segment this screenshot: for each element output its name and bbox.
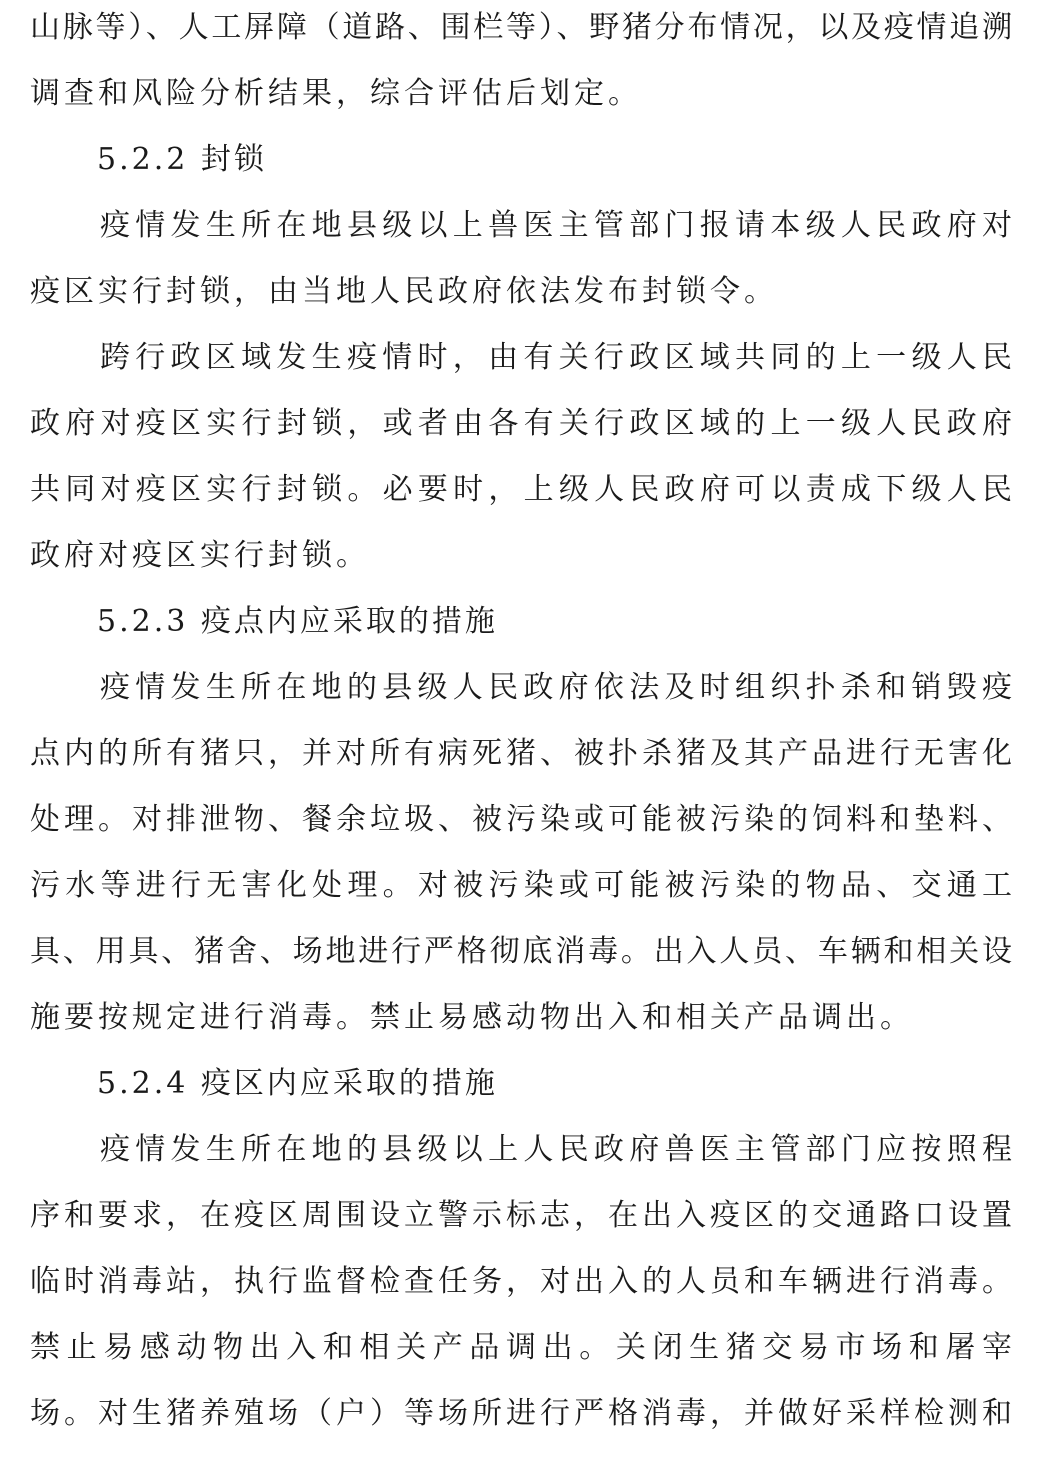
- paragraph-line: 疫情发生所在地的县级人民政府依法及时组织扑杀和销毁疫: [100, 670, 1012, 705]
- paragraph-line: 疫情发生所在地的县级以上人民政府兽医主管部门应按照程: [100, 1132, 1012, 1167]
- paragraph-line: 共同对疫区实行封锁。必要时，上级人民政府可以责成下级人民: [30, 472, 1012, 507]
- section-heading-5-2-2: 5.2.2 封锁: [97, 142, 267, 177]
- paragraph-line: 污水等进行无害化处理。对被污染或可能被污染的物品、交通工: [30, 868, 1012, 903]
- paragraph-line: 具、用具、猪舍、场地进行严格彻底消毒。出入人员、车辆和相关设: [30, 934, 1012, 969]
- paragraph-line: 调查和风险分析结果，综合评估后划定。: [30, 76, 642, 111]
- paragraph-line: 疫区实行封锁，由当地人民政府依法发布封锁令。: [30, 274, 778, 309]
- paragraph-line: 政府对疫区实行封锁。: [30, 538, 370, 573]
- paragraph-line: 疫情发生所在地县级以上兽医主管部门报请本级人民政府对: [100, 208, 1012, 243]
- paragraph-line: 山脉等）、人工屏障（道路、围栏等）、野猪分布情况，以及疫情追溯: [30, 10, 1012, 45]
- paragraph-line: 施要按规定进行消毒。禁止易感动物出入和相关产品调出。: [30, 1000, 914, 1035]
- paragraph-line: 处理。对排泄物、餐余垃圾、被污染或可能被污染的饲料和垫料、: [30, 802, 1012, 837]
- paragraph-line: 禁止易感动物出入和相关产品调出。关闭生猪交易市场和屠宰: [30, 1330, 1012, 1365]
- section-heading-5-2-3: 5.2.3 疫点内应采取的措施: [97, 604, 498, 639]
- paragraph-line: 政府对疫区实行封锁，或者由各有关行政区域的上一级人民政府: [30, 406, 1012, 441]
- paragraph-line: 场。对生猪养殖场（户）等场所进行严格消毒，并做好采样检测和: [30, 1396, 1012, 1431]
- section-heading-5-2-4: 5.2.4 疫区内应采取的措施: [97, 1066, 498, 1101]
- paragraph-line: 序和要求，在疫区周围设立警示标志，在出入疫区的交通路口设置: [30, 1198, 1012, 1233]
- paragraph-line: 临时消毒站，执行监督检查任务，对出入的人员和车辆进行消毒。: [30, 1264, 1012, 1299]
- paragraph-line: 点内的所有猪只，并对所有病死猪、被扑杀猪及其产品进行无害化: [30, 736, 1012, 771]
- paragraph-line: 跨行政区域发生疫情时，由有关行政区域共同的上一级人民: [100, 340, 1012, 375]
